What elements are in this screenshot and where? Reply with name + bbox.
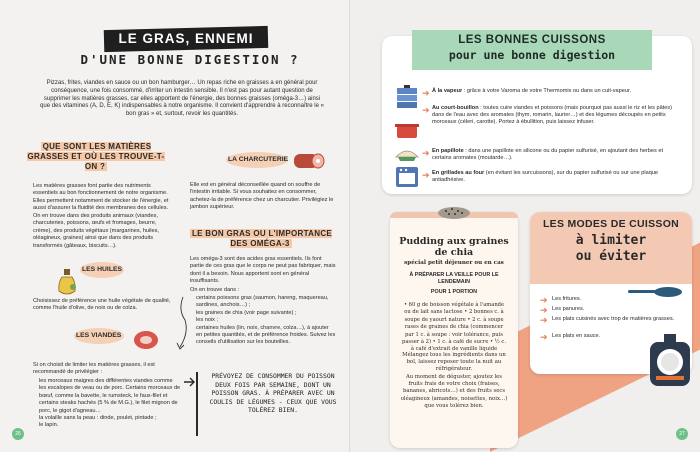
cuissons-title-1: LES BONNES CUISSONS	[458, 34, 606, 46]
page-title: LE GRAS, ENNEMI	[118, 31, 254, 46]
recipe-ingredients: • 60 g de boisson végétale à l'amande ou de lait sans lactose • 2 bonnes c. à soupe de yaourt nature • 2 c. à soupe rases de graines de chia (commencer par 1 c. à soupe : voir tolérance, puis passer à 2) • 1 c. à café de sucre • ½ c. à café d'extrait de vanille liquide	[402, 302, 506, 353]
recipe-title: Pudding aux graines de chia	[399, 236, 509, 258]
cuisson-item	[432, 148, 682, 162]
recipe-step-2: Au moment de déguster, ajoutez les fruits frais de votre choix (fraises, bananes, abricots…) et des fruits secs oléagineux (amandes, noisettes, noix…) que vous tolérez bien.	[400, 374, 508, 409]
cuisson-label: En grillades au four	[432, 170, 485, 176]
huiles-text: Choisissez de préférence une huile végétale de qualité, comme l'huile d'olive, de noix ou de colza.	[33, 298, 171, 312]
list-item: certaines huiles (lin, noix, chanvre, colza…), à ajouter en petites quantités, et de préférence froides. Suivez les conseils d'utilisation sur les bouteilles.	[196, 324, 336, 346]
list-item: les noix ;	[196, 317, 219, 324]
cuisson-text: : dans une papillote en silicone ou du papier sulfurisé, en ajoutant des herbes et certains aromates (moutarde…).	[432, 148, 664, 162]
list-item: certains poissons gras (saumon, hareng, maquereau, sardines, anchois…) ;	[196, 295, 329, 309]
tip-text: PRÉVOYEZ DE CONSOMMER DU POISSON DEUX FOIS PAR SEMAINE, DONT UN POISSON GRAS. À PRÉPARER AVEC UN COULIS DE LÉGUMES - CEUX QUE VOUS TOLÉREZ BIEN.	[209, 372, 337, 415]
cuisson-label: Au court-bouillon	[432, 105, 479, 111]
arrow-icon: ➔	[540, 315, 548, 325]
arrow-icon: ➔	[422, 170, 430, 180]
omega-p2: On en trouve dans :	[190, 287, 240, 293]
limiter-item: Les plats cuisinés avec trop de matières grasses.	[552, 316, 675, 322]
frying-pan-icon	[626, 282, 686, 300]
viandes-intro: Si on choisit de limiter les matières grasses, il est recommandé de privilégier :	[33, 362, 155, 376]
recipe-step-1: Mélangez tous les ingrédients dans un bol, laissez reposer toute la nuit au réfrigérateur.	[402, 352, 506, 373]
chia-seeds-icon	[436, 198, 472, 220]
section-heading-omega	[186, 229, 336, 249]
list-item: la volaille sans la peau : dinde, poulet, pintade ;	[39, 415, 157, 422]
page-subtitle: D'UNE BONNE DIGESTION ?	[80, 52, 300, 67]
recipe-card	[390, 212, 518, 448]
limiter-item: Les plats en sauce.	[552, 333, 601, 339]
cuisson-label: En papillote	[432, 148, 464, 154]
list-item: le lapin.	[39, 422, 59, 429]
limiter-title-1: LES MODES DE CUISSON	[542, 218, 680, 230]
cuisson-text: : toutes cuire viandes et poissons (mais pourquoi pas aussi le riz et les pâtes) dans de l'eau avec des aromates (thym, romarin, laurier…) et des légumes découpés en petits morceaux (céleri, carotte). Portez à ébullition, puis laissez infuser.	[432, 105, 673, 126]
section-heading-matieres	[22, 142, 170, 172]
limiter-title-2: à limiter	[575, 233, 647, 248]
squiggle-arrow-icon	[176, 295, 190, 355]
viandes-list	[33, 378, 181, 430]
recipe-portion: POUR 1 PORTION	[430, 289, 478, 295]
fryer-icon	[646, 332, 694, 390]
cuisson-label: À la vapeur	[432, 88, 463, 94]
papillote-icon	[394, 143, 420, 163]
page-number-left: 26	[12, 428, 24, 440]
limiter-item: Les fritures.	[552, 296, 582, 302]
arrow-icon: ➔	[540, 332, 548, 342]
label-charcuterie: LA CHARCUTERIE	[228, 156, 289, 163]
section2-heading-text: LE BON GRAS OU L'IMPORTANCE DES OMÉGA-3	[191, 229, 333, 248]
cuissons-card	[382, 36, 692, 194]
section1-p2: On en trouve dans des produits animaux (viandes, charcuteries, poissons, œufs et fromages, beurre, crème), des produits végétaux (margarines, huiles, oléagineux, graines) ainsi que dans des produits transformés (gâteaux, biscuits…).	[33, 213, 159, 249]
cuisson-item	[432, 88, 682, 95]
arrow-icon	[182, 374, 198, 390]
tip-box	[196, 372, 340, 436]
arrow-icon: ➔	[540, 295, 548, 305]
arrow-icon: ➔	[422, 88, 430, 98]
sausage-icon	[292, 148, 326, 172]
label-huiles: LES HUILES	[82, 266, 123, 273]
arrow-icon: ➔	[540, 305, 548, 315]
cuissons-title-2: pour une bonne digestion	[448, 48, 616, 62]
cuisson-item	[432, 105, 682, 127]
charcuterie-text: Elle est en général déconseillée quand on souffre de l'intestin irritable. Si vous souhaitez en consommer, achetez-la de préférence chez un charcutier. Privilégiez le jambon supérieur.	[190, 182, 334, 211]
section1-p1: Les matières grasses font partie des nutriments essentiels au bon fonctionnement de notre organisme. Elles permettent notamment de stocker de l'énergie, et aussi d'assurer la fluidité des membranes des cellules.	[33, 183, 169, 212]
oven-icon	[394, 165, 420, 189]
arrow-icon: ➔	[422, 105, 430, 115]
page-number-right: 27	[676, 428, 688, 440]
omega-list	[190, 295, 336, 347]
list-item: les morceaux maigres des différentes viandes comme les escalopes de veau ou de porc. Certains morceaux de bœuf, comme la bavette, le rumsteck, le faux-filet et certains steaks hachés (5 % de M.G.), le filet mignon de porc, le gigot d'agneau…	[39, 378, 181, 414]
limiter-title-3: ou éviter	[575, 249, 647, 264]
recipe-subtitle: spécial petit déjeuner ou en cas	[404, 260, 504, 266]
label-viandes: LES VIANDES	[76, 332, 122, 339]
list-item: les graines de chia (voir page suivante) ;	[196, 309, 297, 316]
arrow-icon: ➔	[422, 148, 430, 158]
omega-p1: Les oméga-3 sont des acides gras essentiels. Ils font partie de ces gras que le corps ne peut pas fabriquer, mais dont il a besoin. Nous apportent sont en général insuffisants.	[190, 256, 336, 285]
right-page	[350, 0, 700, 452]
cuisson-text: : grâce à votre Varoma de votre Thermomix ou dans un cuit-vapeur.	[462, 88, 632, 94]
oil-bottle-icon	[56, 267, 78, 297]
intro-paragraph: Pizzas, frites, viandes en sauce ou un bon hamburger… Un repas riche en graisses a en général pour conséquence, une fois consommé, d'irriter un intestin sensible. Il n'est pas pour autant question de supprimer les matières grasses, car elles apportent de l'énergie, des bonnes graisses (oméga-3…) ainsi que des vitamines (A, D, E, K) indispensables à notre organisme. Il convient d'apprendre à reconnaître le « bon gras » et, surtout, revoir les quantités.	[40, 80, 324, 118]
cuisson-text: (en évitant les surcuissons), sur du papier sulfurisé ou sur une plaque antiadhésive.	[432, 170, 659, 184]
recipe-prep: À PRÉPARER LA VEILLE POUR LE LENDEMAIN	[409, 272, 499, 285]
cuisson-item	[432, 170, 682, 184]
pot-icon	[394, 120, 420, 140]
limiter-item: Les panures.	[552, 306, 585, 312]
section1-heading-text: QUE SONT LES MATIÈRES GRASSES ET OÙ LES TROUVE-T-ON ?	[27, 142, 165, 171]
steamer-icon	[394, 84, 420, 112]
meat-icon	[132, 328, 160, 352]
